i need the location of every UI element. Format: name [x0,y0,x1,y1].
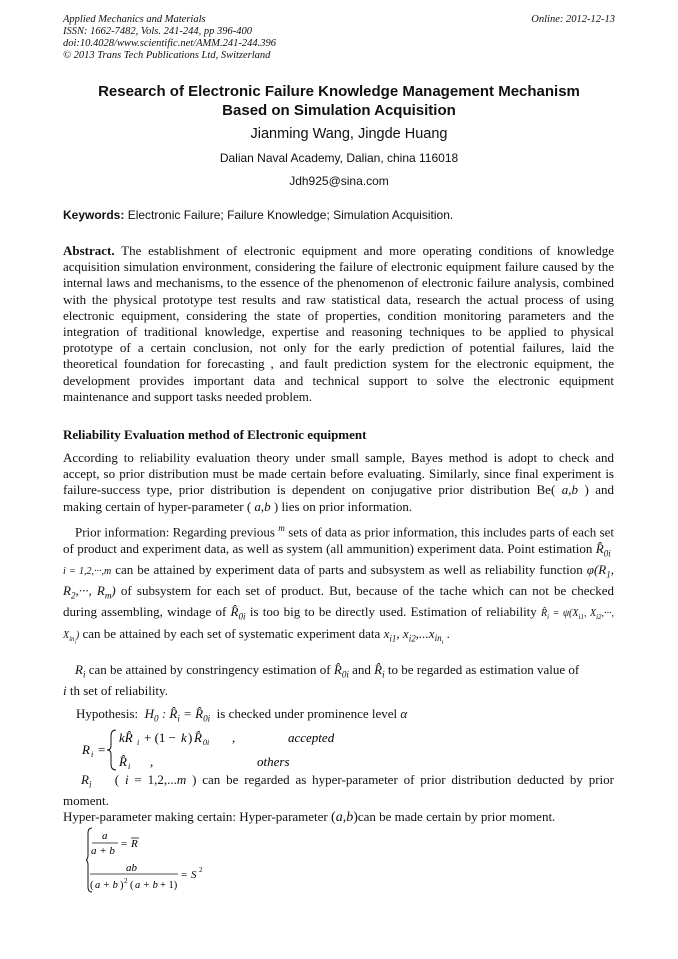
math-ri-2: $R_i$ [81,772,92,790]
math-r0i-hat-3: $R̂_{0i}$ [333,662,349,680]
p1-text-c: ) lies on prior information. [273,498,413,514]
eq-others: others [257,754,290,769]
journal-header [63,14,276,62]
author-email: Jdh925@sina.com [289,174,389,188]
abstract-text: The establishment of electronic equipment and more operating conditions of knowledge acquisition simulation environment, considering the failure of electronic equipment failure caused by the internal laws and mechanisms, to the essence of the phenomenon of electronic failure analysis, combined with the physical prototype test results and raw statistical data, research the actual process of using electronic equipment, considering the state of properties, condition monitoring parameters and the integration of traditional knowledge, expertise and reasoning techniques to be applied to physical prototype of a certain conclusion, not only for the early prediction of potential failures, laid the theoretical foundation for forecasting , and fault prediction system for the electronic equipment, the development provides important data and technical support to solve the electronic equipment maintenance and support tasks needed problem. [63,243,614,404]
svg-text:(: ( [90,880,94,891]
eq-accepted: accepted [288,730,335,745]
hyp-label: Hypothesis: [76,706,139,721]
paper-title [40,82,638,120]
p3-text-a: can be attained by constringency estimation of [88,662,331,677]
svg-text:): ) [188,730,193,745]
math-m: m [278,523,285,533]
svg-text:i: i [91,750,94,759]
hyp-text: is checked under prominence level [216,706,398,721]
abstract-label: Abstract. [63,243,115,258]
math-r0i-hat-2: $R̂_{0i}$ [230,604,246,622]
svg-text:+ (1 −: + (1 − [144,730,176,745]
math-ri: $R_i$ [75,662,86,680]
svg-text:0i: 0i [203,738,210,747]
equation-moment-system [86,827,226,893]
svg-text:i: i [128,762,131,771]
keywords-label: Keywords: [63,208,125,222]
math-i: i [63,682,67,698]
title-line-1: Research of Electronic Failure Knowledge Management Mechanism [98,83,580,100]
math-ab: a [555,482,569,498]
authors: Jianming Wang, Jingde Huang [250,126,448,142]
p2-text-e: is too big to be directly used. Estimation of reliability [249,604,537,620]
title-line-2: Based on Simulation Acquisition [222,102,456,119]
section-heading: Reliability Evaluation method of Electronic equipment [63,427,367,442]
math-x-data: $x_{i1}$, $x_{i2},...x_{in_i}$ [383,625,444,647]
svg-text:a: a [102,830,108,842]
paragraph-hyper-parameter: $R_i$ ( i = 1,2,...m ) can be regarded as hyper-parameter of prior distribution deducted by prior moment. [63,772,614,808]
svg-text:=: = [121,838,128,850]
paragraph-prior-information: Prior information: Regarding previous $^m$ sets of data as prior information, this includes parts of each set of product and experiment data, as well as system (all ammunition) experiment data. Point estimation $R̂_{0i}$ i = 1,2,···,m can be attained by experiment data of parts and subsystem as well as reliability function $\varphi(R_1$, $R_2,\cdot\cdot\cdot$, $R_m$) of subsystem for each set of product. But, because of the tache which can not be checked during assembling, windage of $R̂_{0i}$ is too big to be directly used. Estimation of reliability $R̂_i = \psi(X_{i1}$, $X_{i2},\cdot\cdot\cdot$, $X_{in_i}$) can be attained by each set of systematic experiment data $x_{i1}$, $x_{i2},...x_{in_i}$ . [63,523,615,647]
math-r0i-hat: $R̂_{0i}$ [595,540,611,559]
copyright-line: © 2013 Trans Tech Publications Ltd, Switzerland [63,50,271,61]
math-ri-psi: $R̂_i = \psi(X_{i1}$, $X_{i2},\cdot\cdot\cdot$, $X_{in_i}$) [63,608,615,645]
p5-text-b: can be made certain by prior moment. [357,809,556,824]
p1-text-b: ) and making certain of hyper-parameter ( [63,482,614,514]
svg-text:(: ( [130,880,134,891]
svg-text:a + b: a + b [91,845,115,857]
paragraph-constringency [63,662,614,699]
abstract [63,243,614,405]
svg-text:S: S [191,869,197,881]
p2-text-c: can be attained by experiment data of parts and subsystem as well as reliability function [115,561,583,577]
math-alpha: α [400,706,408,721]
svg-text:,: , [150,754,154,769]
p2-text-a: Prior information: Regarding previous [75,524,275,540]
affiliation: Dalian Naval Academy, Dalian, china 116018 [219,151,459,165]
doi-line: doi:10.4028/www.scientific.net/AMM.241-244.396 [63,38,276,49]
svg-text:2: 2 [199,866,203,874]
hypothesis-line [76,706,407,724]
svg-text:kR̂: kR̂ [119,730,133,745]
math-h0: $H_0$ : $R̂_i$ = $R̂_{0i}$ [141,706,211,724]
math-ri-hat: $R̂_i$ [374,662,385,680]
svg-text:ab: ab [126,862,137,874]
math-phi: $\varphi(R_1$, $R_2,\cdot\cdot\cdot$, $R_m$) [63,561,615,601]
online-date: Online: 2012-12-13 [531,14,615,25]
p2-text-d: of subsystem for each set of product. But, because of the tache which can not be checked during assembling, windage of [63,583,615,620]
p3-text-d: th set of reliability. [69,682,168,698]
svg-text:R̂: R̂ [194,730,202,745]
math-i-range: i [124,772,129,787]
keywords [63,208,453,222]
p4-text: can be regarded as hyper-parameter of prior distribution deducted by prior moment. [63,772,614,808]
svg-text:=: = [98,742,106,757]
p2-text-b: sets of data as prior information, this includes parts of each set of product and experiment data, as well as system (all ammunition) experiment data. Point estimation [63,524,615,556]
paragraph-moment [63,809,555,826]
p3-text-b: and [352,662,371,677]
svg-text:,: , [232,730,236,745]
svg-text:R: R [82,742,90,757]
svg-text:R: R [131,838,138,850]
svg-text:i: i [137,738,140,747]
p3-text-c: to be regarded as estimation value of [387,662,580,677]
math-ab-paren: (a,b) [331,810,358,825]
p2-text-f: can be attained by each set of systematic experiment data [82,625,381,641]
svg-text:2: 2 [124,877,128,885]
keywords-text: Electronic Failure; Failure Knowledge; Simulation Acquisition. [127,208,454,222]
svg-text:k: k [181,730,187,745]
journal-name: Applied Mechanics and Materials [63,14,206,25]
svg-text:R̂: R̂ [119,754,127,769]
paragraph-bayes: According to reliability evaluation theory under small sample, Bayes method is adopt to check and accept, so prior distribution must be made certain before evaluating. Similarly, since final experiment is failure-success type, prior distribution is dependent on conjugative prior distribution Be( a,b ) and making certain of hyper-parameter ( a,b ) lies on prior information. [63,450,614,514]
p5-text-a: Hyper-parameter making certain: Hyper-parameter [63,809,328,824]
equation-ri-piecewise [82,728,382,772]
svg-text:=: = [181,869,188,881]
p1-text-a: According to reliability evaluation theory under small sample, Bayes method is adopt to check and accept, so prior distribution must be made certain before evaluating. Similarly, since final experiment is failure-success type, prior distribution is dependent on conjugative prior distribution Be( [63,450,614,498]
svg-text:): ) [120,880,124,891]
math-index-range: i = 1,2,···,m [63,565,112,577]
svg-text:a + b: a + b [135,880,158,891]
svg-text:+ 1): + 1) [160,880,178,891]
issn-line: ISSN: 1662-7482, Vols. 241-244, pp 396-400 [63,26,252,37]
svg-text:a + b: a + b [95,880,118,891]
